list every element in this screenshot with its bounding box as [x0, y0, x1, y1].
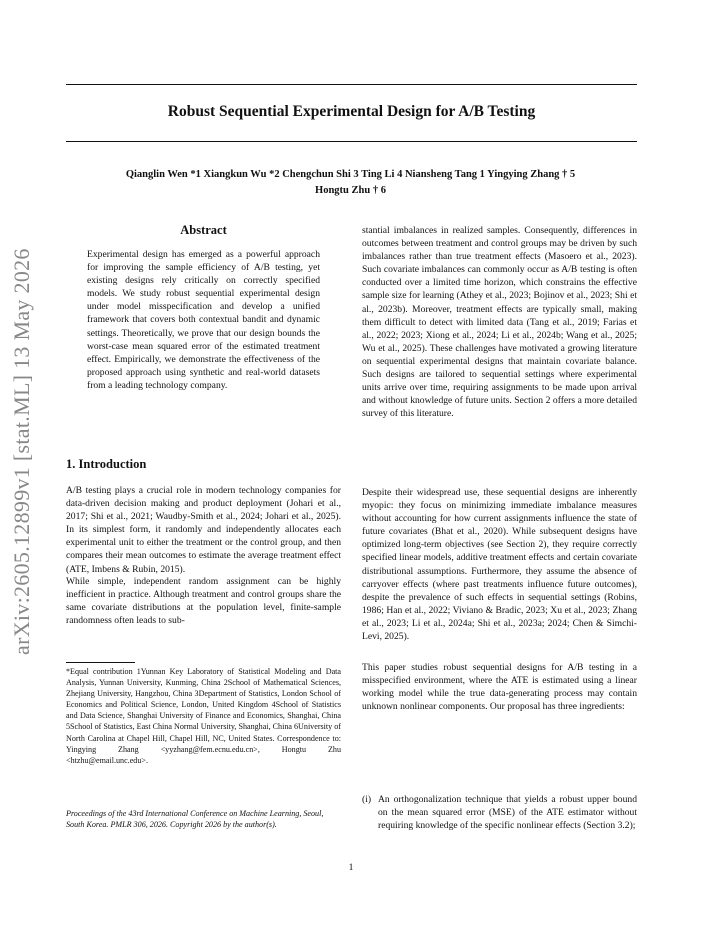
abstract-text: Experimental design has emerged as a powerful approach for improving the sample efficiency of A/B testing, yet existing designs rely critically on correctly specified models. We study robust sequential experimental design under model misspecification and develop a unified framework that covers both contextual bandit and dynamic settings. Theoretically, we prove that our design bounds the worst-case mean squared error of the estimated treatment effect. Empirically, we demonstrate the effectiveness of the proposed approach using synthetic and real-world datasets from a leading technology company.	[87, 249, 320, 391]
abstract-heading: Abstract	[180, 223, 227, 237]
proceedings-text: Proceedings of the 43rd International Conference on Machine Learning, Seoul, South Korea. PMLR 306, 2026. Copyright 2026 by the author(s).	[66, 809, 324, 830]
intro-paragraph-2-text: While simple, independent random assignment can be highly inefficient in practice. Although treatment and control groups share the same covariate distributions at the population level, finite-sample randomness often leads to sub-	[66, 576, 341, 627]
title-top-rule	[66, 84, 637, 85]
proceedings-note	[66, 808, 341, 830]
contribution-list-item	[362, 793, 637, 832]
intro-paragraph-1	[66, 484, 341, 576]
right-paragraph-3	[362, 661, 637, 713]
author-line-1: Qianglin Wen *1 Xiangkun Wu *2 Chengchun Shi 3 Ting Li 4 Niansheng Tang 1 Yingying Zhang † 5	[125, 169, 576, 180]
list-marker: (i)	[362, 794, 372, 805]
intro-paragraph-2	[66, 575, 341, 627]
affiliations-footnote: *Equal contribution 1Yunnan Key Laboratory of Statistical Modeling and Data Analysis, Yunnan University, Kunming, China 2School of Mathematical Sciences, Zhejiang University, Hangzhou, China 3Department of Statistics, London School of Economics and Political Science, London, United Kingdom 4School of Statistics and Data Science, Shanghai University of Finance and Economics, Shanghai, China 5School of Statistics, East China Normal University, Shanghai, China 6University of North Carolina at Chapel Hill, Chapel Hill, NC, United States. Correspondence to: Yingying Zhang <yyzhang@fem.ecnu.edu.cn>, Hongtu Zhu <htzhu@email.unc.edu>.	[66, 667, 341, 765]
author-line-2: Hongtu Zhu † 6	[315, 185, 386, 196]
right-paragraph-3-text: This paper studies robust sequential designs for A/B testing in a misspecified environment, where the ATE is estimated using a linear working model while the true data-generating process may contain unknown nonlinear components. Our proposal has three ingredients:	[362, 662, 637, 713]
right-paragraph-1	[362, 224, 637, 420]
right-paragraph-2-text: Despite their widespread use, these sequential designs are inherently myopic: they focus on minimizing immediate imbalance measures without accounting for how current assignments influence the state of future covariates (Bhat et al., 2020). While subsequent designs have optimized long-term objectives (see Section 2), they require correctly specified linear models, additive treatment effects and certain covariate distributional assumptions. Furthermore, they assume the absence of carryover effects (where past treatments influence future outcomes), despite the prevalence of such effects in sequential settings (Robins, 1986; Han et al., 2022; Viviano & Bradic, 2023; Xu et al., 2023; Zhang et al., 2023; Li et al., 2024a; Shi et al., 2023a; 2024; Chen & Simchi-Levi, 2025).	[362, 487, 637, 643]
introduction-heading: 1. Introduction	[66, 457, 147, 471]
title-bottom-rule	[66, 141, 637, 142]
author-list	[80, 167, 621, 199]
paper-title: Robust Sequential Experimental Design for A/B Testing	[167, 103, 536, 120]
list-item-text: An orthogonalization technique that yields a robust upper bound on the mean squared error (MSE) of the ATE estimator without requiring knowledge of the specific nonlinear effects (Section 3.2);	[378, 794, 637, 832]
page-number: 1	[348, 862, 354, 873]
right-paragraph-2	[362, 486, 637, 643]
right-paragraph-1-text: stantial imbalances in realized samples. Consequently, differences in outcomes between treatment and control groups may be driven by such imbalances rather than true treatment effects (Masoero et al., 2023). Such covariate imbalances can commonly occur as A/B testing is often conducted over a limited time horizon, which constrains the effective sample size for learning (Athey et al., 2023; Bojinov et al., 2023; Shi et al., 2023b). Moreover, treatment effects are typically small, making them difficult to detect with limited data (Tang et al., 2019; Farias et al., 2022; 2023; Xiong et al., 2024; Li et al., 2024b; Wang et al., 2025; Wu et al., 2025). These challenges have motivated a growing literature on sequential experimental designs that maintain covariate balance. Such designs are tailored to sequential settings where experimental units arrive over time, requiring assignments to be made upon arrival and without knowledge of future units. Section 2 offers a more detailed survey of this literature.	[362, 225, 637, 420]
footnote-rule	[66, 662, 135, 663]
intro-paragraph-1-text: A/B testing plays a crucial role in modern technology companies for data-driven decision making and product deployment (Johari et al., 2017; Shi et al., 2021; Waudby-Smith et al., 2024; Johari et al., 2025). In its simplest form, it randomly and independently allocates each experimental unit to either the treatment or the control group, and then compares their mean outcomes to estimate the average treatment effect (ATE, Imbens & Rubin, 2015).	[66, 485, 341, 575]
arxiv-identifier: arXiv:2605.12899v1 [stat.ML] 13 May 2026	[9, 248, 34, 655]
